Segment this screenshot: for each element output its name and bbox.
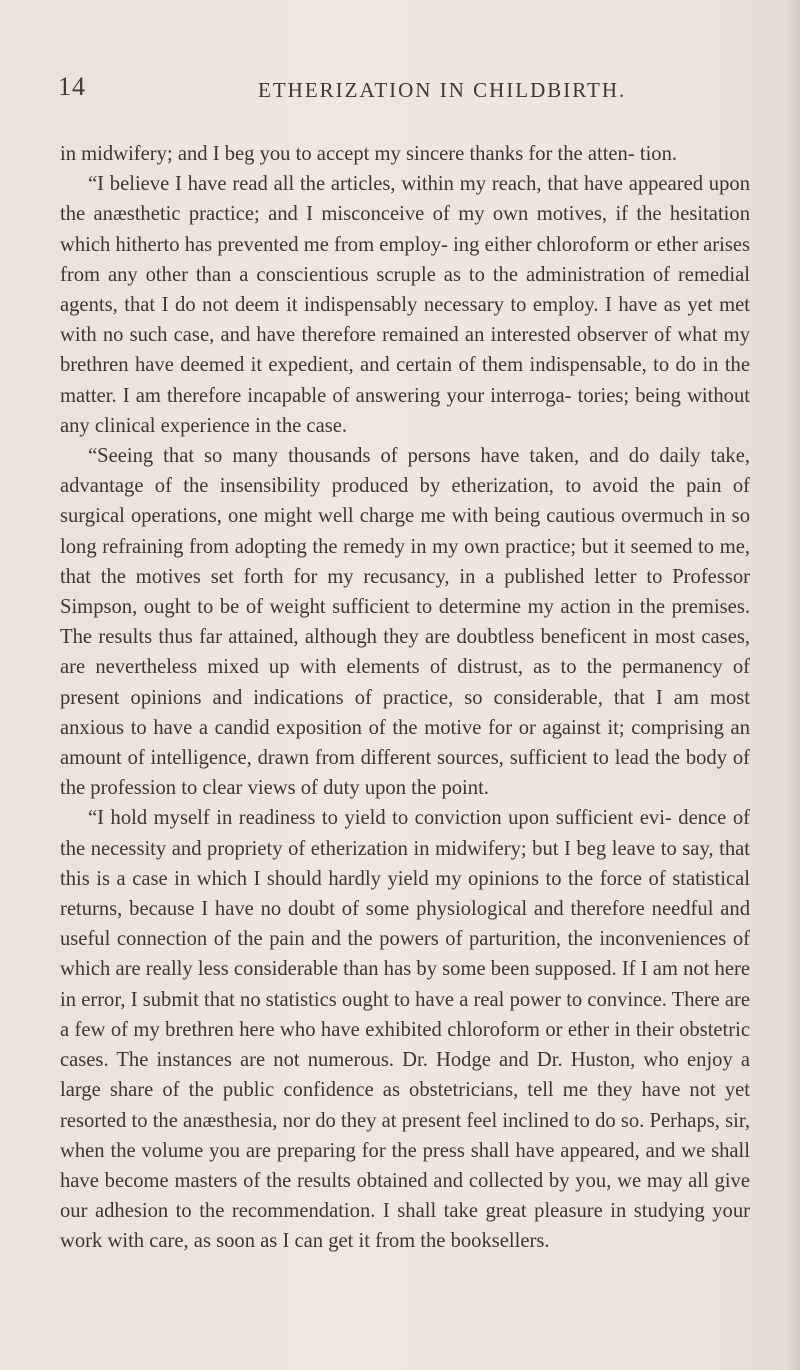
paragraph: “Seeing that so many thousands of persons have taken, and do daily take, advantage of the insensibility produced by etherization, to avoid the pain of surgical operations, one might well charge me with being cautious overmuch in so long refraining from adopting the remedy in my own practice; but it seemed to me, that the motives set forth for my recusancy, in a published letter to Professor Simpson, ought to be of weight sufficient to determine my action in the premises. The results thus far attained, although they are doubtless beneficent in most cases, are nevertheless mixed up with elements of distrust, as to the permanency of present opinions and indications of practice, so considerable, that I am most anxious to have a candid exposition of the motive for or against it; comprising an amount of intelligence, drawn from different sources, sufficient to lead the body of the profession to clear views of duty upon the point. [60, 445, 750, 800]
body-text [60, 139, 750, 1257]
running-title: ETHERIZATION IN CHILDBIRTH. [258, 78, 627, 102]
paragraph: “I believe I have read all the articles, within my reach, that have appeared upon the anæsthetic practice; and I misconceive of my own motives, if the hesitation which hitherto has prevented me from employ- ing either chloroform or ether arises from any other than a conscientious scruple as to the administration of remedial agents, that I do not deem it indispensably necessary to employ. I have as yet met with no such case, and have therefore remained an interested observer of what my brethren have deemed it expedient, and certain of them indispensable, to do in the matter. I am therefore incapable of answering your interroga- tories; being without any clinical experience in the case. [60, 173, 750, 437]
page-edge-shadow [786, 0, 800, 1370]
page-number: 14 [58, 72, 86, 101]
paragraph-continuation: in midwifery; and I beg you to accept my sincere thanks for the atten- tion. [60, 143, 678, 165]
paragraph: “I hold myself in readiness to yield to conviction upon sufficient evi- dence of the necessity and propriety of etherization in midwifery; but I beg leave to say, that this is a case in which I should hardly yield my opinions to the force of statistical returns, because I have no doubt of some physiological and therefore needful and useful connection of the pain and the powers of parturition, the inconveniences of which are really less considerable than has by some been supposed. If I am not here in error, I submit that no statistics ought to have a real power to convince. There are a few of my brethren here who have exhibited chloroform or ether in their obstetric cases. The instances are not numerous. Dr. Hodge and Dr. Huston, who enjoy a large share of the public confidence as obstetricians, tell me they have not yet resorted to the anæsthesia, nor do they at present feel inclined to do so. Perhaps, sir, when the volume you are preparing for the press shall have appeared, and we shall have become masters of the results obtained and collected by you, we may all give our adhesion to the recommendation. I shall take great pleasure in studying your work with care, as soon as I can get it from the booksellers. [60, 807, 750, 1253]
running-head [58, 72, 748, 112]
